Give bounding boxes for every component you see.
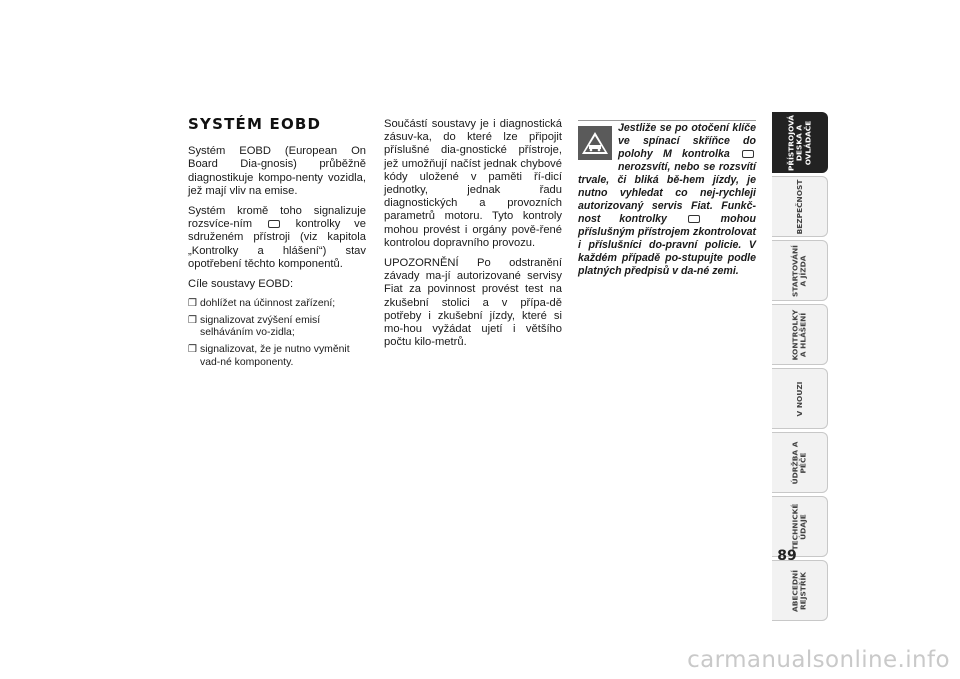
column-left — [188, 116, 366, 373]
tab-pristrojova-deska[interactable] — [772, 112, 828, 173]
paragraph-signal — [188, 205, 366, 271]
list-item-text: dohlížet na účinnost zařízení; — [200, 298, 336, 310]
tab-udrzba[interactable] — [772, 432, 828, 493]
tab-label: TECHNICKÉ ÚDAJE — [790, 503, 808, 550]
warning-box — [578, 118, 756, 278]
paragraph-notice: UPOZORNĚNÍ Po odstranění závady ma-jí autorizované servisy Fiat za povinnost provést test na zkušební stolici a v přípa-dě potřeby i zkušební jízdy, které si mo-hou vyžádat ujetí i většího počtu kilo-metrů. — [384, 257, 562, 349]
engine-warning-icon — [268, 220, 280, 228]
tab-abecedni-rejstrik[interactable] — [772, 560, 828, 621]
column-middle — [384, 118, 562, 356]
checkbox-bullet-icon: ❒ — [188, 344, 197, 356]
list-item — [188, 298, 366, 311]
tab-label: ÚDRŽBA A PÉČE — [790, 441, 808, 484]
tab-label: V NOUZI — [794, 381, 804, 416]
paragraph-signal-a: Systém kromě toho signalizuje rozsvíce-ním — [188, 205, 366, 231]
tab-label: BEZPEČNOST — [794, 179, 804, 234]
tab-v-nouzi[interactable] — [772, 368, 828, 429]
watermark: carmanualsonline.info — [687, 647, 950, 673]
warning-triangle-icon — [578, 126, 612, 160]
paragraph-goals: Cíle soustavy EOBD: — [188, 278, 294, 291]
list-item — [188, 315, 366, 340]
tab-bezpecnost[interactable] — [772, 176, 828, 237]
engine-warning-icon — [742, 150, 754, 158]
checkbox-bullet-icon: ❒ — [188, 314, 197, 326]
paragraph-signal-b: kontrolky ve sdruženém přístroji (viz kapitola „Kontrolky a hlášení“) stav opotřebení těchto komponentů. — [188, 218, 366, 270]
tab-kontrolky[interactable] — [772, 304, 828, 365]
warning-text-c: mohou příslušným přístrojem zkontrolovat i příslušníci do-pravní policie. V každém případě po-stupujte podle platných předpisů v da-né zemi. — [578, 213, 756, 277]
paragraph-intro: Systém EOBD (European On Board Dia-gnosis) průběžně diagnostikuje kompo-nenty vozidla, jež mají vliv na emise. — [188, 145, 366, 197]
section-title: SYSTÉM EOBD — [188, 115, 322, 133]
tab-label: KONTROLKY A HLÁŠENÍ — [790, 309, 808, 360]
paragraph-diagnostic: Součástí soustavy je i diagnostická zásuv-ka, do které lze připojit příslušné dia-gnostické přístroje, jež umožňují načíst jednak chybové kódy uložené v paměti ří-dicí jednotky, jednak řadu diagnostických a provozních parametrů motoru. Tyto kontroly mohou provést i orgány pově-řené kontrolou dopravního provozu. — [384, 118, 562, 249]
warning-text-b: nerozsvítí, nebo se rozsvítí trvale, či bliká bě-hem jízdy, je nutno vyhledat co nej-rychleji autorizovaný servis Fiat. Funkč-nost kontrolky — [578, 161, 756, 225]
tab-label: ABECEDNÍ REJSTŘÍK — [790, 569, 808, 612]
warning-text-a: Jestliže se po otočení klíče ve spínací skříňce do polohy M kontrolka — [618, 122, 756, 160]
tab-label: STARTOVÁNÍ A JÍZDA — [790, 244, 808, 297]
tab-label: PŘÍSTROJOVÁ DESKA A OVLÁDAČE — [785, 114, 812, 171]
list-item — [188, 344, 366, 369]
checkbox-bullet-icon: ❒ — [188, 298, 197, 310]
tab-startovani[interactable] — [772, 240, 828, 301]
page-number: 89 — [777, 548, 797, 564]
list-item-text: signalizovat, že je nutno vyměnit vad-né komponenty. — [200, 344, 350, 368]
engine-warning-icon — [688, 215, 700, 223]
list-item-text: signalizovat zvýšení emisí selháváním vo-zidla; — [200, 314, 321, 339]
